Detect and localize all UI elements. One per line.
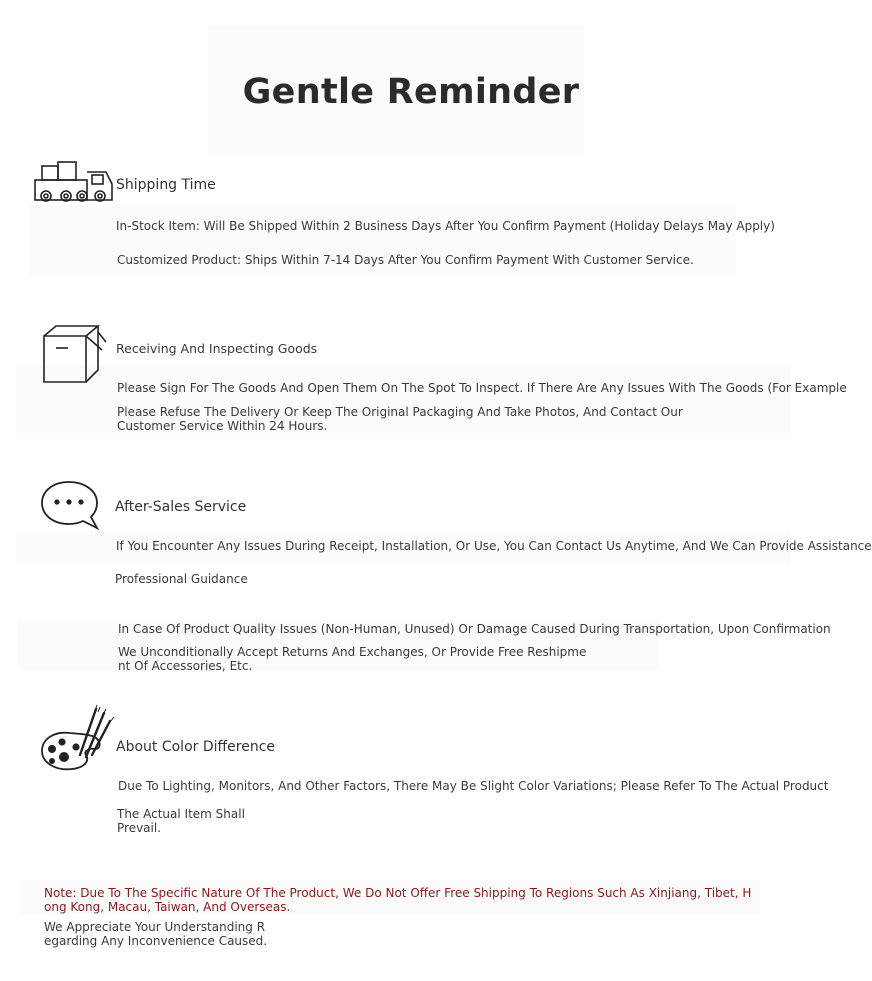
after-sales-line-3: In Case Of Product Quality Issues (Non-Human, Unused) Or Damage Caused During Transportation, Upon Confirmation bbox=[118, 622, 831, 636]
receiving-line-1: Please Sign For The Goods And Open Them On The Spot To Inspect. If There Are Any Issues With The Goods (For Example bbox=[117, 381, 847, 395]
truck-icon bbox=[34, 160, 114, 208]
color-line-1: Due To Lighting, Monitors, And Other Factors, There May Be Slight Color Variations; Please Refer To The Actual Product bbox=[118, 779, 829, 793]
receiving-heading: Receiving And Inspecting Goods bbox=[116, 341, 318, 356]
color-line-2: The Actual Item Shall Prevail. bbox=[117, 807, 245, 835]
receiving-line-2: Please Refuse The Delivery Or Keep The Original Packaging And Take Photos, And Contact Our Customer Service Within 24 Hours. bbox=[117, 405, 683, 433]
note-warning-text: Note: Due To The Specific Nature Of The Product, We Do Not Offer Free Shipping To Regions Such As Xinjiang, Tibet, Hong Kong, Macau, Taiwan, And Overseas. bbox=[44, 886, 752, 914]
box-icon bbox=[40, 322, 110, 386]
note-apology-text: We Appreciate Your Understanding Regarding Any Inconvenience Caused. bbox=[44, 920, 268, 948]
after-sales-line-1: If You Encounter Any Issues During Receipt, Installation, Or Use, You Can Contact Us Anytime, And We Can Provide Assistance bbox=[116, 539, 872, 553]
after-sales-line-4: We Unconditionally Accept Returns And Exchanges, Or Provide Free Reshipment Of Accessories, Etc. bbox=[118, 645, 587, 673]
shipping-line-2: Customized Product: Ships Within 7-14 Days After You Confirm Payment With Customer Service. bbox=[117, 253, 694, 267]
page-title: Gentle Reminder bbox=[242, 72, 580, 112]
after-sales-line-2: Professional Guidance bbox=[115, 572, 248, 586]
after-sales-heading: After-Sales Service bbox=[115, 499, 247, 515]
shipping-heading: Shipping Time bbox=[116, 177, 216, 193]
shipping-line-1: In-Stock Item: Will Be Shipped Within 2 Business Days After You Confirm Payment (Holiday Delays May Apply) bbox=[116, 219, 775, 233]
paint-palette-icon bbox=[40, 703, 116, 773]
color-heading: About Color Difference bbox=[116, 739, 276, 755]
chat-bubble-icon bbox=[40, 480, 102, 532]
